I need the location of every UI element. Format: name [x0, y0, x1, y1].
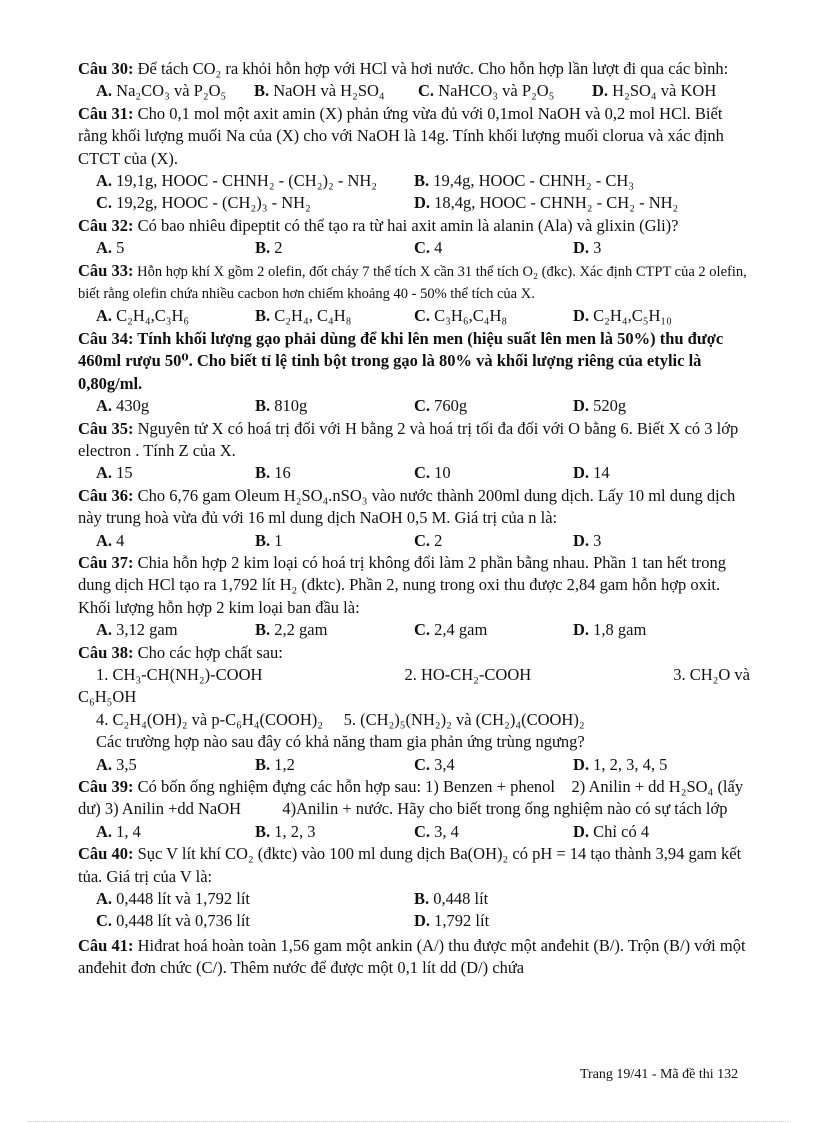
question-40 [78, 843, 750, 888]
option-a[interactable]: A. 5 [96, 238, 125, 258]
option-c[interactable]: C. 19,2g, HOOC - (CH₂)₃ - NH₂ [96, 193, 311, 213]
option-b[interactable]: B. 19,4g, HOOC - CHNH₂ - CH₃ [414, 171, 635, 191]
option-a[interactable]: A. 4 [96, 530, 125, 550]
question-33 [78, 260, 750, 306]
option-b[interactable]: B. C₂H₄, C₄H₈ [255, 306, 352, 326]
compound-list-cont: C₆H₅OH [78, 687, 137, 707]
options-row [78, 821, 750, 843]
option-d[interactable]: D. Chỉ có 4 [573, 821, 650, 841]
question-38 [78, 642, 750, 664]
option-a[interactable]: A. 430g [96, 396, 150, 416]
question-37 [78, 552, 750, 619]
option-c[interactable]: C. 10 [414, 463, 451, 483]
question-text: Có bao nhiêu đipeptit có thể tạo ra từ hai axit amin là alanin (Ala) và glixin (Gli)? [137, 215, 679, 235]
option-a[interactable]: A. 15 [96, 463, 133, 483]
compound-list-line-1 [78, 664, 750, 686]
question-35 [78, 418, 750, 463]
option-d[interactable]: D. 3 [573, 238, 602, 258]
question-label: Câu 38: [78, 642, 134, 662]
question-text: Sục V lít khí CO₂ (đktc) vào 100 ml dung dịch Ba(OH)₂ có pH = 14 tạo thành 3,94 gam kết tủa. Giá trị của V là: [78, 844, 742, 886]
option-b[interactable]: B. NaOH và H₂SO₄ [254, 81, 385, 101]
option-a[interactable]: A. 3,5 [96, 754, 137, 774]
question-text: Cho 6,76 gam Oleum H₂SO₄.nSO₃ vào nước thành 200ml dung dịch. Lấy 10 ml dung dịch này trung hoà vừa đủ với 16 ml dung dịch NaOH 0,5 M. Giá trị của n là: [78, 485, 736, 528]
question-30 [78, 58, 750, 80]
option-b[interactable]: B. 0,448 lít [414, 889, 489, 909]
compound-2: 2. HO-CH₂-COOH [404, 664, 532, 684]
options-row [78, 192, 750, 214]
option-b[interactable]: B. 2,2 gam [255, 620, 328, 640]
options-row [78, 888, 750, 910]
question-text: Cho 0,1 mol một axit amin (X) phản ứng vừa đủ với 0,1mol NaOH và 0,2 mol HCl. Biết rằng khối lượng muối Na của (X) cho với NaOH là 14g. Tính khối lượng muối clorua và xác định CTCT của (X). [78, 103, 724, 168]
question-text: Hỗn hợp khí X gồm 2 olefin, đốt cháy 7 thể tích X cần 31 thể tích O₂ (đkc). Xác định CTPT của 2 olefin, biết rằng olefin chứa nhiều cacbon hơn chiếm khoảng 40 - 50% thể tích của X. [78, 263, 747, 303]
options-row [78, 395, 750, 417]
page-edge-divider [28, 1121, 788, 1122]
page-footer: Trang 19/41 - Mã đề thi 132 [580, 1067, 739, 1082]
question-label: Câu 31: [78, 103, 134, 123]
question-text: Nguyên tử X có hoá trị đối với H bằng 2 và hoá trị tối đa đối với O bằng 6. Biết X có 3 lớp electron . Tính Z của X. [78, 418, 739, 460]
question-label: Câu 41: [78, 935, 134, 955]
option-b[interactable]: B. 2 [255, 238, 283, 258]
option-b[interactable]: B. 16 [255, 463, 291, 483]
question-label: Câu 30: [78, 59, 134, 78]
question-text: Tính khối lượng gạo phải dùng để khi lên men (hiệu suất lên men là 50%) thu được 460ml rượu 50⁰. Cho biết tỉ lệ tinh bột trong gạo là 80% và khối lượng riêng của etylic là 0,80g/ml. [78, 328, 724, 393]
question-39 [78, 776, 750, 821]
option-a[interactable]: A. Na₂CO₃ và P₂O₅ [96, 81, 227, 101]
options-row [78, 80, 750, 102]
question-label: Câu 40: [78, 844, 134, 864]
question-label: Câu 33: [78, 260, 134, 280]
option-a[interactable]: A. 0,448 lít và 1,792 lít [96, 889, 251, 909]
options-row [78, 462, 750, 484]
compound-1: 1. CH₃-CH(NH₂)-COOH [96, 664, 263, 684]
option-b[interactable]: B. 1 [255, 530, 283, 550]
question-34 [78, 328, 750, 395]
question-text: Có bốn ống nghiệm đựng các hỗn hợp sau: 1) Benzen + phenol 2) Anilin + dd H₂SO₄ (lấy dư) 3) Anilin +dd NaOH 4)Anilin + nước. Hãy cho biết trong ống nghiệm nào có sự tách lớp [78, 777, 748, 819]
option-a[interactable]: A. 3,12 gam [96, 620, 178, 640]
compound-3: 3. CH₂O và [673, 664, 750, 684]
option-c[interactable]: C. NaHCO₃ và P₂O₅ [418, 81, 555, 101]
option-d[interactable]: D. 520g [573, 396, 627, 416]
option-d[interactable]: D. 18,4g, HOOC - CHNH₂ - CH₂ - NH₂ [414, 193, 679, 213]
option-d[interactable]: D. 14 [573, 463, 610, 483]
option-c[interactable]: C. 4 [414, 238, 443, 258]
question-text: Chia hỗn hợp 2 kim loại có hoá trị không đổi làm 2 phần bằng nhau. Phần 1 tan hết trong dung dịch HCl tạo ra 1,792 lít H₂ (đktc). Phần 2, nung trong oxi thu được 2,84 gam hỗn hợp oxit. Khối lượng hỗn hợp 2 kim loại ban đầu là: [78, 552, 727, 617]
question-text: Cho các hợp chất sau: [137, 642, 283, 662]
option-d[interactable]: D. 1,792 lít [414, 911, 490, 931]
question-label: Câu 32: [78, 215, 134, 235]
question-label: Câu 35: [78, 418, 134, 438]
option-d[interactable]: D. 1, 2, 3, 4, 5 [573, 754, 668, 774]
option-d[interactable]: D. 3 [573, 530, 602, 550]
options-row [78, 619, 750, 641]
exam-page [78, 58, 750, 980]
question-text: Hiđrat hoá hoàn toàn 1,56 gam một ankin (A/) thu được một anđehit (B/). Trộn (B/) với một anđehit đơn chức (C/). Thêm nước để được một 0,1 lít dd (D/) chứa [78, 935, 746, 978]
option-c[interactable]: C. 3, 4 [414, 821, 459, 841]
option-c[interactable]: C. 2 [414, 530, 443, 550]
option-a[interactable]: A. 1, 4 [96, 821, 141, 841]
option-b[interactable]: B. 1,2 [255, 754, 295, 774]
option-a[interactable]: A. 19,1g, HOOC - CHNH₂ - (CH₂)₂ - NH₂ [96, 171, 378, 191]
option-a[interactable]: A. C₂H₄,C₃H₆ [96, 306, 190, 326]
question-text: Để tách CO₂ ra khỏi hỗn hợp với HCl và hơi nước. Cho hỗn hợp lần lượt đi qua các bình: [137, 59, 729, 78]
options-row [78, 530, 750, 552]
options-row [78, 305, 750, 327]
question-label: Câu 39: [78, 777, 134, 796]
options-row [78, 170, 750, 192]
option-d[interactable]: D. H₂SO₄ và KOH [592, 81, 717, 101]
question-31 [78, 103, 750, 170]
option-c[interactable]: C. 0,448 lít và 0,736 lít [96, 911, 251, 931]
question-label: Câu 37: [78, 552, 134, 572]
option-b[interactable]: B. 1, 2, 3 [255, 821, 316, 841]
question-label: Câu 36: [78, 485, 134, 505]
compound-list-line-2: 4. C₂H₄(OH)₂ và p-C₆H₄(COOH)₂ 5. (CH₂)₅(NH₂)₂ và (CH₂)₄(COOH)₂ [96, 709, 585, 729]
option-b[interactable]: B. 810g [255, 396, 308, 416]
question-32 [78, 215, 750, 237]
option-c[interactable]: C. 2,4 gam [414, 620, 488, 640]
options-row [78, 910, 750, 932]
question-label: Câu 34: [78, 328, 134, 348]
option-d[interactable]: D. 1,8 gam [573, 620, 647, 640]
option-d[interactable]: D. C₂H₄,C₅H₁₀ [573, 306, 672, 326]
question-prompt: Các trường hợp nào sau đây có khả năng tham gia phản ứng trùng ngưng? [96, 732, 585, 752]
option-c[interactable]: C. 760g [414, 396, 468, 416]
option-c[interactable]: C. C₃H₆,C₄H₈ [414, 306, 508, 326]
question-36 [78, 485, 750, 530]
options-row [78, 237, 750, 259]
question-41 [78, 935, 750, 980]
option-c[interactable]: C. 3,4 [414, 754, 455, 774]
options-row [78, 754, 750, 776]
